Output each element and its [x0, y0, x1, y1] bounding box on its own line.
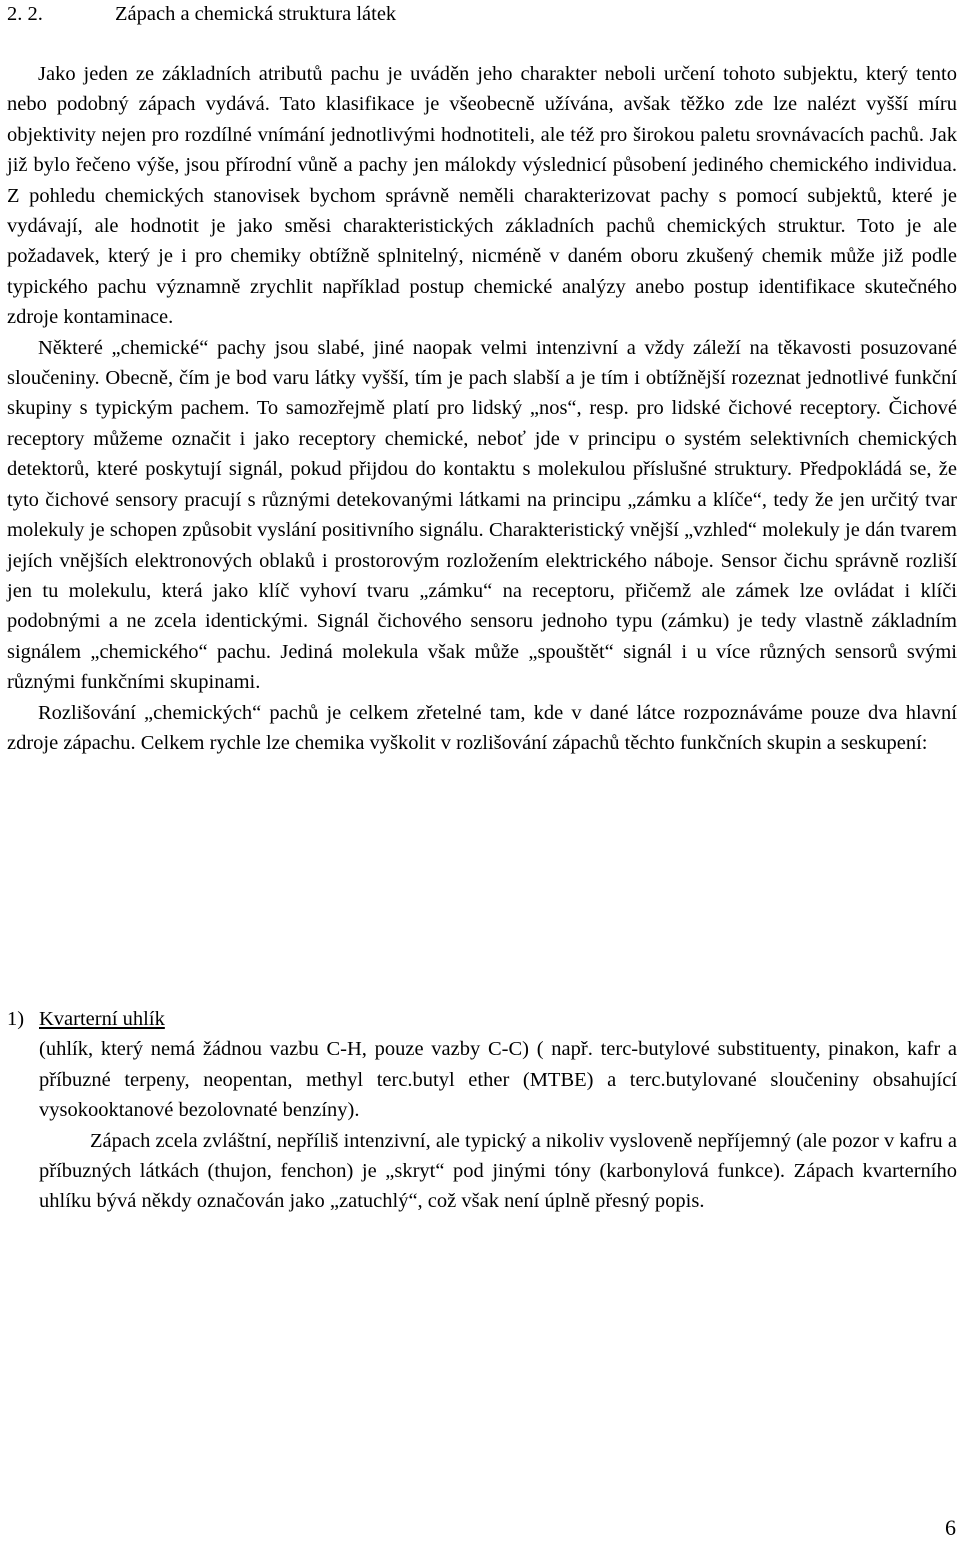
section-title: Zápach a chemická struktura látek: [115, 3, 397, 25]
list-marker: 1): [7, 1008, 25, 1030]
body-text: [7, 59, 957, 758]
paragraph-distinguishing: Rozlišování „chemických“ pachů je celkem zřetelné tam, kde v dané látce rozpoznáváme pouze dva hlavní zdroje zápachu. Celkem rychle lze chemika vyškolit v rozlišování zápachů těchto funkčních skupin a seskupení:: [7, 701, 957, 754]
paragraph-receptors: Některé „chemické“ pachy jsou slabé, jiné naopak velmi intenzivní a vždy záleží na těkavosti posuzované sloučeniny. Obecně, čím je bod varu látky vyšší, tím je pach slabší a je tím i obtížnější rozeznat jednotlivé funkční skupiny s typickým pachem. To samozřejmě platí pro lidský „nos“, resp. pro lidské čichové receptory. Čichové receptory můžeme označit i jako receptory chemické, neboť jde v principu o systém selektivních chemických detektorů, které poskytují signál, pokud přijdou do kontaktu s molekulou příslušné struktury. Předpokládá se, že tyto čichové sensory pracují s různými detekovanými látkami na principu „zámku a klíče“, tedy že jen určitý tvar molekuly je schopen způsobit vyslání positivního signálu. Charakteristický vnější „vzhled“ molekuly je dán tvarem jejích vnějších elektronových oblaků i prostorovým rozložením elektrického náboje. Sensor čichu správně rozliší jen tu molekulu, která jako klíč vyhoví tvaru „zámku“ na receptoru, přičemž ale zámek lze ovládat i klíči podobnými a ne zcela identickými. Signál čichového sensoru jednoho typu (zámku) je tedy vlastně základním signálem „chemického“ pachu. Jediná molekula však může „spouštět“ signál i u více různých sensorů svými různými funkčními skupinami.: [7, 336, 957, 694]
list-item: [7, 1004, 957, 1217]
list-item-note: Zápach zcela zvláštní, nepříliš intenzivní, ale typický a nikoliv vysloveně nepříjemný (ale pozor v kafru a příbuzných látkách (thujon, fenchon) je „skryt“ pod jinými tóny (karbonylová funkce). Zápach kvarterního uhlíku bývá někdy označován jako „zatuchlý“, což však není úplně přesný popis.: [39, 1129, 957, 1213]
list-item-description: (uhlík, který nemá žádnou vazbu C-H, pouze vazby C-C) ( např. terc-butylové substituenty, pinakon, kafr a příbuzné terpeny, neopentan, methyl terc.butyl ether (MTBE) a terc.butylované sloučeniny obsahující vysokooktanové bezolovnaté benzíny).: [39, 1038, 957, 1122]
paragraph-intro: Jako jeden ze základních atributů pachu je uváděn jeho charakter neboli určení tohoto subjektu, který tento nebo podobný zápach vydává. Tato klasifikace je všeobecně užívána, avšak těžko zde lze nalézt vyšší míru objektivity nejen pro rozdílné vnímání jednotlivými hodnotiteli, ale též pro širokou paletu srovnávacích pachů. Jak již bylo řečeno výše, jsou přírodní vůně a pachy jen málokdy výslednicí působení jediného chemického individua. Z pohledu chemických stanovisek bychom správně neměli charakterizovat pachy s pomocí subjektů, které je vydávají, ale hodnotit je jako směsi charakteristických základních pachů chemických struktur. Toto je ale požadavek, který je i pro chemiky obtížně splnitelný, nicméně v daném oboru zkušený chemik může již podle typického pachu významně zrychlit například postup chemické analýzy anebo postup identifikace skutečného zdroje kontaminace.: [7, 63, 957, 329]
functional-groups-list: [7, 1004, 957, 1217]
section-heading: [7, 0, 947, 29]
list-item-body: [39, 1034, 957, 1216]
page-number: 6: [945, 1515, 956, 1540]
section-number: 2. 2.: [7, 3, 43, 25]
list-item-title: Kvarterní uhlík: [39, 1008, 165, 1030]
